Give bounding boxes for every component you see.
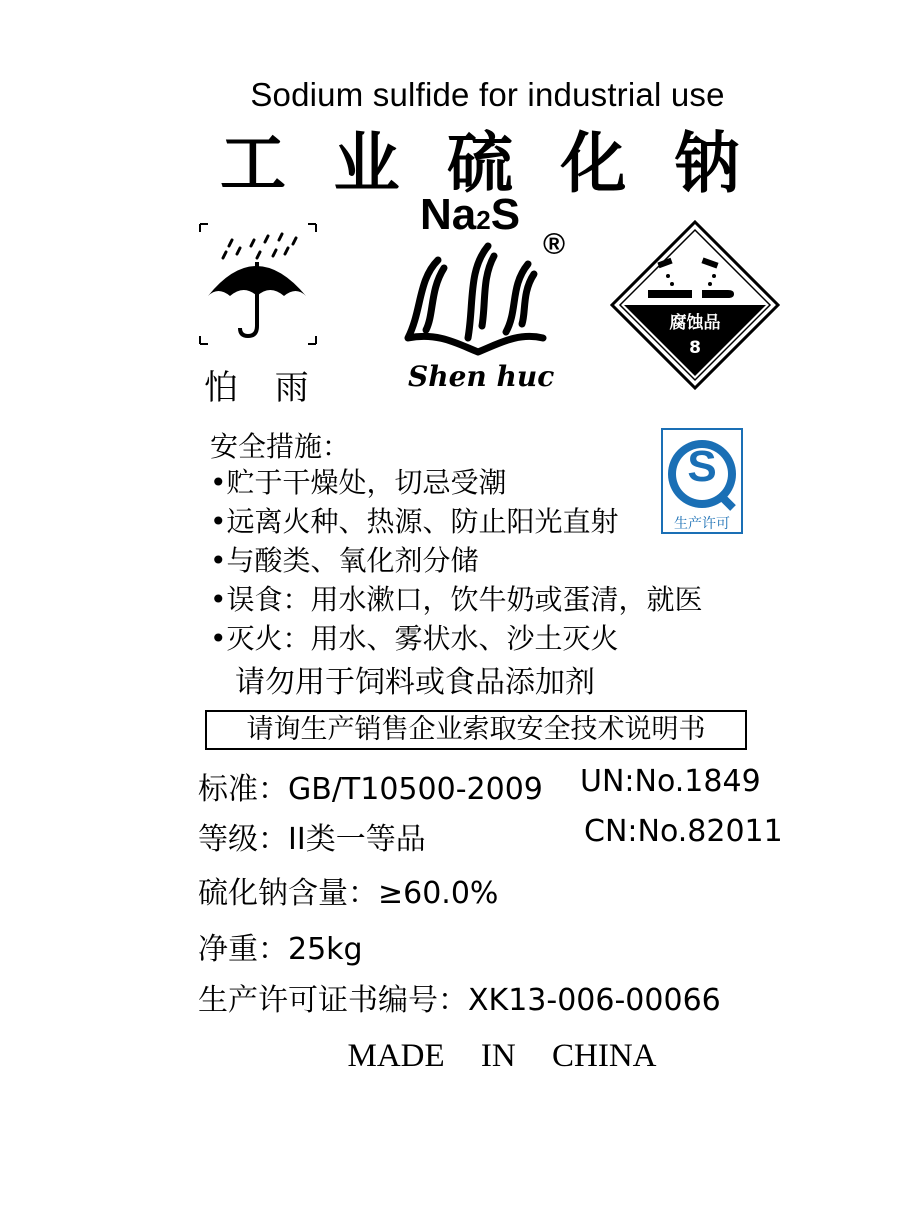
registered-mark: ® <box>543 228 566 261</box>
brand-logo-icon <box>398 240 548 360</box>
safety-item: •与酸类、氧化剂分储 <box>210 544 479 577</box>
corrosive-hazard-icon <box>610 220 780 390</box>
brand-name: Shen huc <box>408 360 555 393</box>
keep-dry-umbrella-icon <box>196 222 320 346</box>
safety-title: 安全措施： <box>210 430 351 463</box>
safety-item: •远离火种、热源、防止阳光直射 <box>210 505 619 538</box>
standard-spec: 标准：GB/T10500-2009 <box>198 772 543 807</box>
safety-item: •误食：用水漱口，饮牛奶或蛋清，就医 <box>210 583 703 616</box>
product-title-en: Sodium sulfide for industrial use <box>250 76 725 113</box>
keep-dry-label: 怕 雨 <box>204 368 309 408</box>
title-cn-char: 钠 <box>674 125 740 202</box>
qs-label: 生产许可 <box>674 516 730 532</box>
title-cn-char: 业 <box>333 125 400 202</box>
net-weight: 净重：25kg <box>198 932 363 967</box>
un-number: UN:No.1849 <box>580 764 761 799</box>
formula-main: Na <box>420 190 477 239</box>
chemical-formula <box>420 190 520 240</box>
grade-spec: 等级：II类一等品 <box>198 822 426 857</box>
title-cn-char: 工 <box>220 125 286 202</box>
title-cn-char: 化 <box>560 125 627 202</box>
hazard-class: 8 <box>689 338 701 358</box>
title-cn-char: 硫 <box>447 125 513 202</box>
qs-letter: S <box>687 442 717 491</box>
safety-item: •贮于干燥处，切忌受潮 <box>210 466 507 499</box>
no-feed-warning: 请勿用于饲料或食品添加剂 <box>235 665 595 700</box>
formula-subscript: 2 <box>476 205 491 235</box>
safety-item: •灭火：用水、雾状水、沙土灭火 <box>210 622 619 655</box>
msds-notice: 请询生产销售企业索取安全技术说明书 <box>205 710 747 750</box>
hazard-name: 腐蚀品 <box>669 313 721 333</box>
license-number: 生产许可证书编号：XK13-006-00066 <box>198 983 721 1018</box>
cn-number: CN:No.82011 <box>584 814 783 849</box>
made-in-label: MADE IN CHINA <box>347 1038 657 1074</box>
formula-end: S <box>490 190 521 239</box>
content-spec: 硫化钠含量：≥60.0% <box>198 876 499 911</box>
